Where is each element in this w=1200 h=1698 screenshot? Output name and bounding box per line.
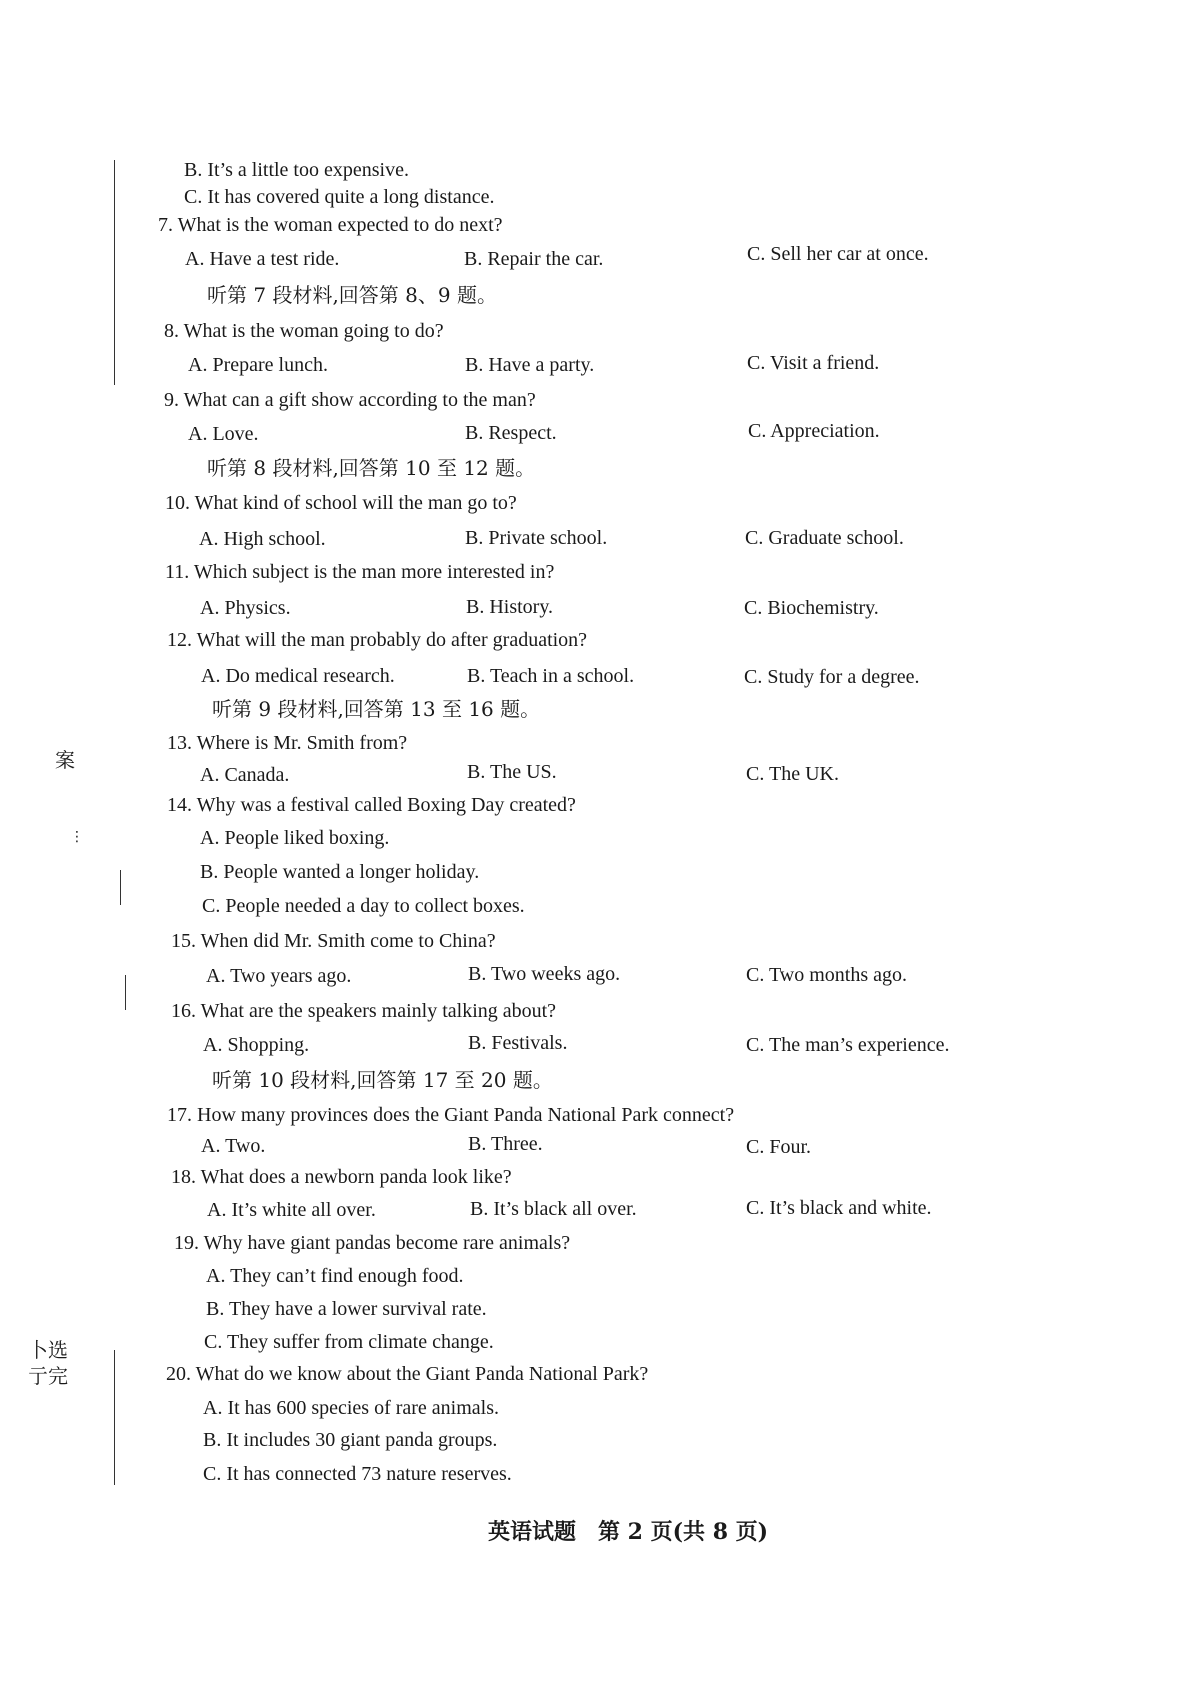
q12-option-b: B. Teach in a school. (467, 665, 635, 687)
margin-char-wan: 亍完 (28, 1364, 68, 1388)
q18-option-b: B. It’s black all over. (470, 1198, 637, 1220)
q8-question: 8. What is the woman going to do? (164, 320, 444, 342)
binding-line-top (114, 160, 115, 385)
q6-option-c: C. It has covered quite a long distance. (184, 186, 495, 208)
binding-line-bottom (114, 1350, 115, 1485)
q7-question: 7. What is the woman expected to do next? (158, 214, 503, 236)
q17-option-c: C. Four. (746, 1136, 812, 1158)
q15-option-b: B. Two weeks ago. (468, 963, 621, 985)
q13-option-a: A. Canada. (200, 764, 290, 786)
q20-option-b: B. It includes 30 giant panda groups. (203, 1429, 498, 1451)
q17-option-b: B. Three. (468, 1133, 543, 1155)
q16-option-c: C. The man’s experience. (746, 1034, 950, 1056)
q16-option-b: B. Festivals. (468, 1032, 568, 1054)
q18-option-c: C. It’s black and white. (746, 1197, 932, 1219)
q10-option-c: C. Graduate school. (745, 527, 904, 549)
page-footer: 英语试题 第 2 页(共 8 页) (488, 1519, 769, 1545)
q6-option-b: B. It’s a little too expensive. (184, 159, 409, 181)
q20-option-a: A. It has 600 species of rare animals. (203, 1397, 500, 1419)
section-heading-8: 听第 8 段材料,回答第 10 至 12 题。 (207, 456, 536, 480)
margin-dots: ⋮ (70, 829, 84, 845)
q8-option-b: B. Have a party. (465, 354, 595, 376)
q10-option-a: A. High school. (199, 528, 326, 550)
q12-question: 12. What will the man probably do after graduation? (167, 629, 588, 651)
q14-question: 14. Why was a festival called Boxing Day created? (167, 794, 576, 816)
q12-option-a: A. Do medical research. (201, 665, 395, 687)
q11-option-a: A. Physics. (200, 597, 291, 619)
q20-option-c: C. It has connected 73 nature reserves. (203, 1463, 512, 1485)
q14-option-b: B. People wanted a longer holiday. (200, 861, 480, 883)
q19-option-a: A. They can’t find enough food. (206, 1265, 464, 1287)
q15-question: 15. When did Mr. Smith come to China? (171, 930, 496, 952)
q12-option-c: C. Study for a degree. (744, 666, 920, 688)
q8-option-a: A. Prepare lunch. (188, 354, 328, 376)
q13-option-b: B. The US. (467, 761, 557, 783)
q19-option-b: B. They have a lower survival rate. (206, 1298, 487, 1320)
q16-option-a: A. Shopping. (203, 1034, 310, 1056)
binding-line-mid (120, 870, 121, 905)
q9-option-a: A. Love. (188, 423, 259, 445)
margin-char-an: 案 (55, 748, 75, 772)
q18-option-a: A. It’s white all over. (207, 1199, 376, 1221)
q9-question: 9. What can a gift show according to the man? (164, 389, 536, 411)
q13-question: 13. Where is Mr. Smith from? (167, 732, 408, 754)
q8-option-c: C. Visit a friend. (747, 352, 880, 374)
q14-option-a: A. People liked boxing. (200, 827, 390, 849)
q11-option-b: B. History. (466, 596, 554, 618)
q9-option-c: C. Appreciation. (748, 420, 880, 442)
q11-question: 11. Which subject is the man more interested in? (165, 561, 555, 583)
q18-question: 18. What does a newborn panda look like? (171, 1166, 512, 1188)
q15-option-a: A. Two years ago. (206, 965, 352, 987)
section-heading-10: 听第 10 段材料,回答第 17 至 20 题。 (212, 1068, 553, 1092)
binding-line-mid2 (125, 975, 126, 1010)
q20-question: 20. What do we know about the Giant Panda National Park? (166, 1363, 649, 1385)
q17-question: 17. How many provinces does the Giant Panda National Park connect? (167, 1104, 735, 1126)
section-heading-7: 听第 7 段材料,回答第 8、9 题。 (207, 283, 497, 307)
q7-option-c: C. Sell her car at once. (747, 243, 929, 265)
q7-option-a: A. Have a test ride. (185, 248, 340, 270)
q15-option-c: C. Two months ago. (746, 964, 908, 986)
q11-option-c: C. Biochemistry. (744, 597, 879, 619)
q10-question: 10. What kind of school will the man go to? (165, 492, 517, 514)
q9-option-b: B. Respect. (465, 422, 557, 444)
margin-char-xuan: 卜选 (28, 1338, 68, 1362)
q19-option-c: C. They suffer from climate change. (204, 1331, 494, 1353)
q10-option-b: B. Private school. (465, 527, 608, 549)
q19-question: 19. Why have giant pandas become rare animals? (174, 1232, 571, 1254)
q17-option-a: A. Two. (201, 1135, 266, 1157)
q13-option-c: C. The UK. (746, 763, 839, 785)
q16-question: 16. What are the speakers mainly talking about? (171, 1000, 557, 1022)
q7-option-b: B. Repair the car. (464, 248, 604, 270)
section-heading-9: 听第 9 段材料,回答第 13 至 16 题。 (212, 697, 541, 721)
q14-option-c: C. People needed a day to collect boxes. (202, 895, 525, 917)
